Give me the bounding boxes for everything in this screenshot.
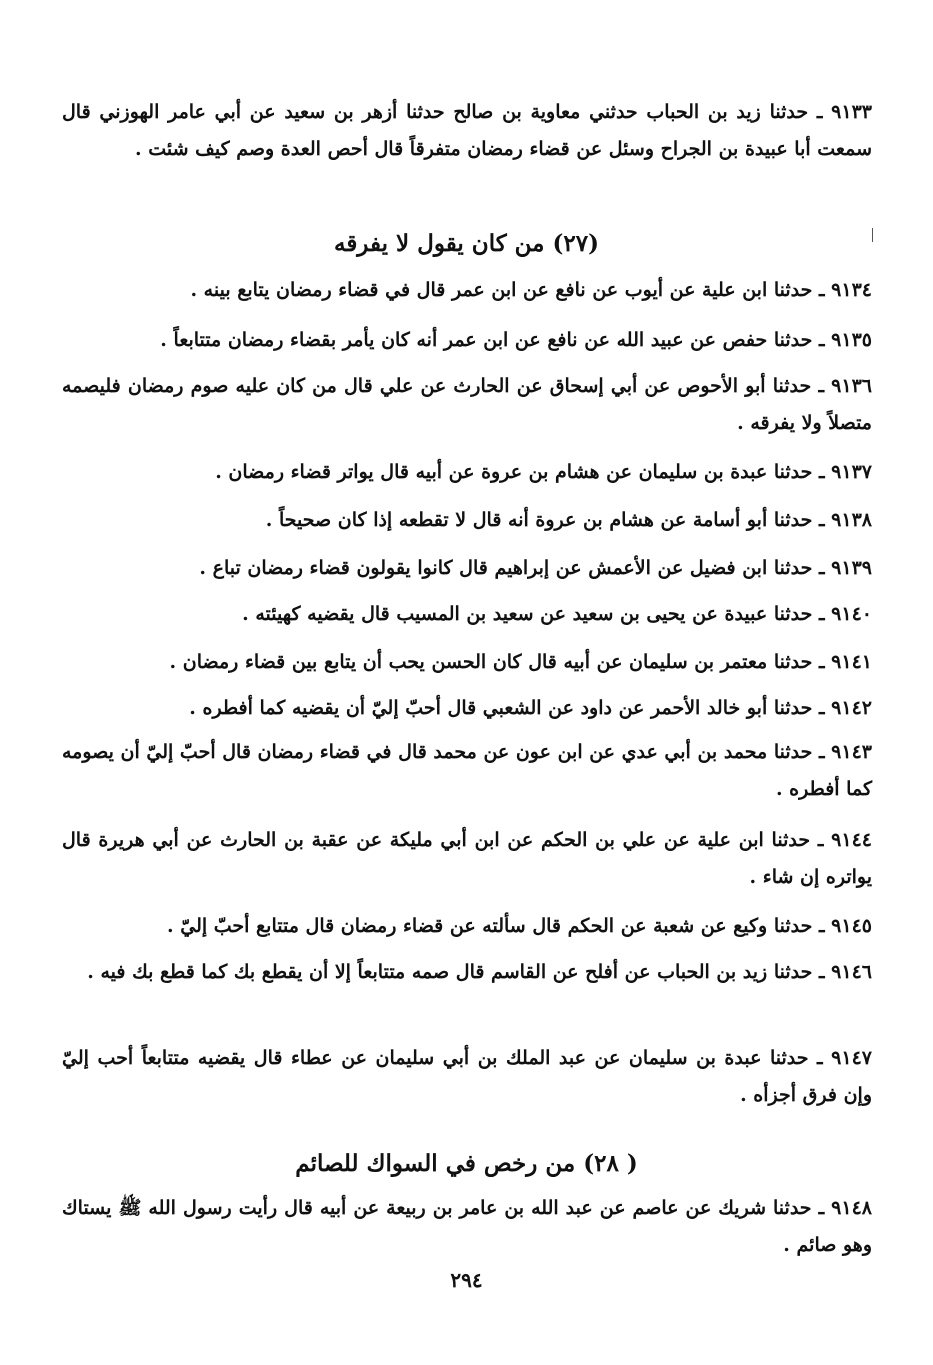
hadith-entry: ٩١٣٣ ـ حدثنا زيد بن الحباب حدثني معاوية بن صالح حدثنا أزهر بن سعيد عن أبي عامر الهوزني قال سمعت أبا عبيدة بن الجراح وسئل عن قضاء رمضان متفرقاً قال أحص العدة وصم كيف شئت . [62, 101, 872, 160]
hadith-entry: ٩١٣٤ ـ حدثنا ابن علية عن أيوب عن نافع عن ابن عمر قال في قضاء رمضان يتابع بينه . [190, 279, 872, 301]
hadith-entry: ٩١٣٩ ـ حدثنا ابن فضيل عن الأعمش عن إبراهيم قال كانوا يقولون قضاء رمضان تباع . [199, 557, 872, 579]
hadith-entry: ٩١٣٥ ـ حدثنا حفص عن عبيد الله عن نافع عن ابن عمر أنه كان يأمر بقضاء رمضان متتابعاً . [160, 329, 872, 351]
hadith-entry: ٩١٤٣ ـ حدثنا محمد بن أبي عدي عن ابن عون عن محمد قال في قضاء رمضان قال أحبّ إليّ أن يصومه كما أفطره . [62, 741, 872, 800]
hadith-entry: ٩١٣٧ ـ حدثنا عبدة بن سليمان عن هشام بن عروة عن أبيه قال يواتر قضاء رمضان . [215, 461, 872, 483]
hadith-entry: ٩١٤٦ ـ حدثنا زيد بن الحباب عن أفلح عن القاسم قال صمه متتابعاً إلا أن يقطع بك كما قطع بك فيه . [87, 961, 872, 983]
hadith-entry: ٩١٤٨ ـ حدثنا شريك عن عاصم عن عبد الله بن عامر بن ربيعة عن أبيه قال رأيت رسول الله ﷺ يستاك وهو صائم . [62, 1197, 872, 1256]
page-number: ٢٩٤ [450, 1268, 483, 1292]
hadith-entry: ٩١٣٦ ـ حدثنا أبو الأحوص عن أبي إسحاق عن الحارث عن علي قال من كان عليه صوم رمضان فليصمه متصلاً ولا يفرقه . [62, 375, 872, 434]
hadith-entry: ٩١٤٤ ـ حدثنا ابن علية عن علي بن الحكم عن ابن أبي مليكة عن عقبة بن الحارث عن أبي هريرة قال يواتره إن شاء . [62, 829, 872, 888]
chapter-heading: ( ٢٨) من رخص في السواك للصائم [295, 1150, 638, 1177]
hadith-entry: ٩١٤٧ ـ حدثنا عبدة بن سليمان عن عبد الملك بن أبي سليمان عن عطاء قال يقضيه متتابعاً أحب إليّ وإن فرق أجزأه . [62, 1047, 872, 1106]
margin-mark [872, 228, 873, 242]
hadith-entry: ٩١٤١ ـ حدثنا معتمر بن سليمان عن أبيه قال كان الحسن يحب أن يتابع بين قضاء رمضان . [169, 651, 872, 673]
chapter-heading: (٢٧) من كان يقول لا يفرقه [333, 230, 599, 257]
hadith-entry: ٩١٣٨ ـ حدثنا أبو أسامة عن هشام بن عروة أنه قال لا تقطعه إذا كان صحيحاً . [265, 509, 872, 531]
hadith-entry: ٩١٤٠ ـ حدثنا عبيدة عن يحيى بن سعيد عن سعيد بن المسيب قال يقضيه كهيئته . [242, 603, 872, 625]
hadith-entry: ٩١٤٢ ـ حدثنا أبو خالد الأحمر عن داود عن الشعبي قال أحبّ إليّ أن يقضيه كما أفطره . [189, 697, 872, 719]
hadith-entry: ٩١٤٥ ـ حدثنا وكيع عن شعبة عن الحكم قال سألته عن قضاء رمضان قال متتابع أحبّ إليّ . [167, 915, 872, 937]
